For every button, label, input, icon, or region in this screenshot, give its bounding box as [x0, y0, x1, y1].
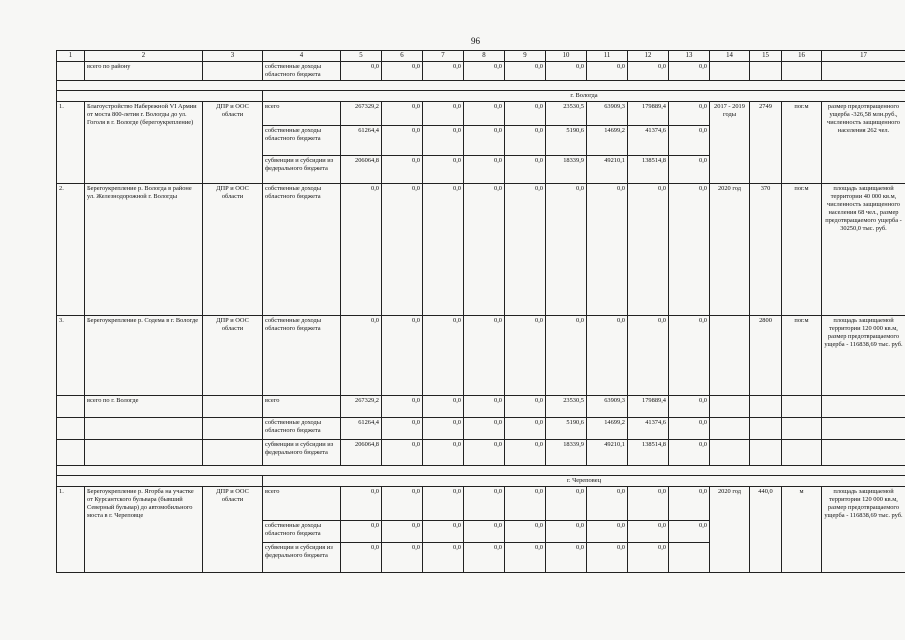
- value-cell: 0,0: [628, 184, 669, 316]
- value-cell: 206064,8: [341, 440, 382, 466]
- value-cell: 0,0: [505, 62, 546, 81]
- column-header: 11: [587, 51, 628, 62]
- value-cell: 0,0: [546, 543, 587, 573]
- value-cell: 0,0: [382, 102, 423, 126]
- value-cell: 0,0: [464, 316, 505, 396]
- empty-cell: [782, 440, 822, 466]
- funding-source: всего: [263, 487, 341, 521]
- value-cell: 267329,2: [341, 396, 382, 418]
- empty-cell: [85, 418, 203, 440]
- period: [710, 316, 750, 396]
- empty-cell: [57, 466, 905, 476]
- effect: площадь защищаемой территории 120 000 кв.м, размер предотвращаемого ущерба - 116838,69 тыс. руб.: [822, 487, 905, 573]
- funding-source: субвенции и субсидии из федерального бюджета: [263, 440, 341, 466]
- header-row: [57, 51, 905, 62]
- project-row: [57, 316, 905, 396]
- value-cell: 0,0: [423, 418, 464, 440]
- value-cell: 0,0: [669, 521, 710, 543]
- project-name: Берегоукрепление р. Вологда в районе ул. Железнодорожной г. Вологды: [85, 184, 203, 316]
- value-cell: 0,0: [423, 316, 464, 396]
- value-cell: 61264,4: [341, 126, 382, 156]
- empty-cell: [822, 396, 905, 418]
- value-cell: 0,0: [464, 62, 505, 81]
- value-cell: 0,0: [423, 396, 464, 418]
- empty-cell: [782, 396, 822, 418]
- value-cell: 14699,2: [587, 126, 628, 156]
- spacer-row: [57, 81, 905, 91]
- capacity: 440,0: [750, 487, 782, 573]
- column-header: 3: [203, 51, 263, 62]
- value-cell: 0,0: [505, 396, 546, 418]
- value-cell: 61264,4: [341, 418, 382, 440]
- column-header: 12: [628, 51, 669, 62]
- value-cell: 0,0: [423, 184, 464, 316]
- column-header: 16: [782, 51, 822, 62]
- value-cell: [669, 543, 710, 573]
- value-cell: 0,0: [464, 156, 505, 184]
- funding-source: собственные доходы областного бюджета: [263, 418, 341, 440]
- value-cell: 0,0: [382, 62, 423, 81]
- empty-cell: [57, 418, 85, 440]
- empty-cell: [57, 81, 905, 91]
- value-cell: 0,0: [382, 396, 423, 418]
- value-cell: 0,0: [382, 440, 423, 466]
- value-cell: 0,0: [423, 126, 464, 156]
- value-cell: 0,0: [464, 440, 505, 466]
- value-cell: 0,0: [628, 543, 669, 573]
- funding-source: собственные доходы областного бюджета: [263, 184, 341, 316]
- empty-cell: [710, 418, 750, 440]
- value-cell: 0,0: [669, 102, 710, 126]
- value-cell: 0,0: [505, 156, 546, 184]
- value-cell: 0,0: [505, 543, 546, 573]
- executor: ДПР и ООС области: [203, 102, 263, 184]
- city-name: г. Вологда: [263, 91, 905, 102]
- value-cell: 0,0: [669, 487, 710, 521]
- value-cell: 267329,2: [341, 102, 382, 126]
- empty-cell: [710, 396, 750, 418]
- value-cell: 0,0: [505, 126, 546, 156]
- value-cell: 0,0: [464, 521, 505, 543]
- empty-cell: [85, 440, 203, 466]
- empty-cell: [750, 62, 782, 81]
- empty-cell: [782, 418, 822, 440]
- value-cell: 206064,8: [341, 156, 382, 184]
- value-cell: 0,0: [546, 184, 587, 316]
- value-cell: 0,0: [423, 156, 464, 184]
- capacity: 2749: [750, 102, 782, 184]
- column-header: 1: [57, 51, 85, 62]
- column-header: 17: [822, 51, 905, 62]
- city-name: г. Череповец: [263, 476, 905, 487]
- value-cell: 0,0: [587, 316, 628, 396]
- column-header: 7: [423, 51, 464, 62]
- unit: пог.м: [782, 184, 822, 316]
- effect: размер предотвращенного ущерба -326,58 млн.руб., численность защищенного населения 262 чел.: [822, 102, 905, 184]
- value-cell: 49210,1: [587, 156, 628, 184]
- column-header: 14: [710, 51, 750, 62]
- column-header: 13: [669, 51, 710, 62]
- project-number: 1.: [57, 487, 85, 573]
- column-header: 10: [546, 51, 587, 62]
- value-cell: 0,0: [423, 543, 464, 573]
- unit: пог.м: [782, 102, 822, 184]
- value-cell: 5190,6: [546, 418, 587, 440]
- value-cell: 0,0: [341, 521, 382, 543]
- empty-cell: [822, 418, 905, 440]
- column-header: 5: [341, 51, 382, 62]
- unit: м: [782, 487, 822, 573]
- value-cell: 0,0: [341, 543, 382, 573]
- value-cell: 0,0: [628, 521, 669, 543]
- value-cell: 0,0: [382, 418, 423, 440]
- empty-cell: [57, 440, 85, 466]
- value-cell: 0,0: [669, 126, 710, 156]
- value-cell: 63909,3: [587, 102, 628, 126]
- value-cell: 0,0: [669, 440, 710, 466]
- funding-source: собственные доходы областного бюджета: [263, 126, 341, 156]
- value-cell: 0,0: [464, 418, 505, 440]
- value-cell: 18339,9: [546, 156, 587, 184]
- city-total-row: [57, 418, 905, 440]
- value-cell: 0,0: [505, 316, 546, 396]
- value-cell: 0,0: [669, 156, 710, 184]
- empty-cell: [203, 62, 263, 81]
- empty-cell: [203, 396, 263, 418]
- period: 2020 год: [710, 487, 750, 573]
- value-cell: 5190,6: [546, 126, 587, 156]
- column-header: 4: [263, 51, 341, 62]
- value-cell: 0,0: [669, 396, 710, 418]
- value-cell: 0,0: [382, 521, 423, 543]
- value-cell: 0,0: [669, 418, 710, 440]
- unit: пог.м: [782, 316, 822, 396]
- empty-cell: [203, 440, 263, 466]
- value-cell: 0,0: [546, 521, 587, 543]
- value-cell: 0,0: [505, 440, 546, 466]
- funding-source: субвенции и субсидии из федерального бюджета: [263, 156, 341, 184]
- empty-cell: [750, 396, 782, 418]
- value-cell: 0,0: [669, 184, 710, 316]
- value-cell: 0,0: [628, 316, 669, 396]
- city-total-row: [57, 396, 905, 418]
- value-cell: 0,0: [587, 521, 628, 543]
- value-cell: 0,0: [341, 62, 382, 81]
- table-body: [57, 51, 905, 573]
- funding-source: всего: [263, 102, 341, 126]
- value-cell: 0,0: [669, 316, 710, 396]
- column-header: 8: [464, 51, 505, 62]
- value-cell: 0,0: [464, 126, 505, 156]
- funding-source: собственные доходы областного бюджета: [263, 62, 341, 81]
- value-cell: 0,0: [382, 184, 423, 316]
- value-cell: 0,0: [546, 62, 587, 81]
- value-cell: 179889,4: [628, 396, 669, 418]
- value-cell: 0,0: [382, 316, 423, 396]
- value-cell: 0,0: [423, 102, 464, 126]
- empty-cell: [750, 440, 782, 466]
- effect: площадь защищаемой территории 120 000 кв.м, размер предотвращаемого ущерба - 116838,69 тыс. руб.: [822, 316, 905, 396]
- funding-source: собственные доходы областного бюджета: [263, 316, 341, 396]
- row-label: всего по г. Вологде: [85, 396, 203, 418]
- value-cell: 0,0: [423, 62, 464, 81]
- value-cell: 0,0: [628, 62, 669, 81]
- value-cell: 0,0: [382, 126, 423, 156]
- column-header: 15: [750, 51, 782, 62]
- value-cell: 41374,6: [628, 418, 669, 440]
- executor: ДПР и ООС области: [203, 487, 263, 573]
- value-cell: 0,0: [464, 184, 505, 316]
- value-cell: 0,0: [505, 184, 546, 316]
- value-cell: 0,0: [464, 543, 505, 573]
- investment-table: [56, 50, 905, 573]
- value-cell: 0,0: [423, 487, 464, 521]
- value-cell: 0,0: [505, 418, 546, 440]
- funding-source: субвенции и субсидия из федерального бюджета: [263, 543, 341, 573]
- value-cell: 0,0: [587, 62, 628, 81]
- value-cell: 0,0: [382, 543, 423, 573]
- column-header: 6: [382, 51, 423, 62]
- funding-source: собственные доходы областного бюджета: [263, 521, 341, 543]
- value-cell: 0,0: [669, 62, 710, 81]
- project-row: [57, 102, 905, 126]
- value-cell: 23530,5: [546, 102, 587, 126]
- capacity: 2800: [750, 316, 782, 396]
- column-header: 9: [505, 51, 546, 62]
- value-cell: 0,0: [546, 487, 587, 521]
- column-header: 2: [85, 51, 203, 62]
- capacity: 370: [750, 184, 782, 316]
- empty-cell: [822, 440, 905, 466]
- value-cell: 14699,2: [587, 418, 628, 440]
- value-cell: 179889,4: [628, 102, 669, 126]
- page-number: 96: [471, 36, 480, 46]
- project-number: 2.: [57, 184, 85, 316]
- value-cell: 0,0: [587, 487, 628, 521]
- spacer-row: [57, 466, 905, 476]
- value-cell: 138514,8: [628, 440, 669, 466]
- funding-source: всего: [263, 396, 341, 418]
- empty-cell: [57, 91, 263, 102]
- value-cell: 0,0: [464, 396, 505, 418]
- city-row: [57, 476, 905, 487]
- value-cell: 49210,1: [587, 440, 628, 466]
- city-total-row: [57, 440, 905, 466]
- value-cell: 0,0: [423, 521, 464, 543]
- district-total-row: [57, 62, 905, 81]
- executor: ДПР и ООС области: [203, 316, 263, 396]
- empty-cell: [822, 62, 905, 81]
- project-name: Берегоукрепление р. Содема в г. Вологде: [85, 316, 203, 396]
- city-row: [57, 91, 905, 102]
- value-cell: 0,0: [382, 487, 423, 521]
- project-name: Благоустройство Набережной VI Армии от моста 800-летия г. Вологды до ул. Гоголя в г. Вологде (берегоукрепление): [85, 102, 203, 184]
- empty-cell: [57, 476, 263, 487]
- effect: площадь защищаемой территории 40 000 кв.м, численность защищенного населения 68 чел., размер предотвращаемого ущерба - 30250,0 тыс. руб.: [822, 184, 905, 316]
- executor: ДПР и ООС области: [203, 184, 263, 316]
- empty-cell: [203, 418, 263, 440]
- value-cell: 0,0: [341, 316, 382, 396]
- value-cell: 41374,6: [628, 126, 669, 156]
- value-cell: 0,0: [505, 521, 546, 543]
- empty-cell: [750, 418, 782, 440]
- value-cell: 0,0: [464, 102, 505, 126]
- value-cell: 0,0: [505, 487, 546, 521]
- project-number: 1.: [57, 102, 85, 184]
- value-cell: 0,0: [341, 487, 382, 521]
- value-cell: 0,0: [587, 184, 628, 316]
- value-cell: 18339,9: [546, 440, 587, 466]
- project-number: 3.: [57, 316, 85, 396]
- empty-cell: [710, 440, 750, 466]
- value-cell: 63909,3: [587, 396, 628, 418]
- value-cell: 0,0: [423, 440, 464, 466]
- value-cell: 0,0: [464, 487, 505, 521]
- row-label: всего по району: [85, 62, 203, 81]
- period: 2017 - 2019 годы: [710, 102, 750, 184]
- value-cell: 0,0: [546, 316, 587, 396]
- value-cell: 0,0: [587, 543, 628, 573]
- empty-cell: [782, 62, 822, 81]
- value-cell: 0,0: [505, 102, 546, 126]
- project-row: [57, 487, 905, 521]
- period: 2020 год: [710, 184, 750, 316]
- empty-cell: [710, 62, 750, 81]
- value-cell: 0,0: [341, 184, 382, 316]
- project-row: [57, 184, 905, 316]
- value-cell: 0,0: [628, 487, 669, 521]
- empty-cell: [57, 62, 85, 81]
- value-cell: 138514,8: [628, 156, 669, 184]
- project-name: Берегоукрепление р. Ягорба на участке от Курсантского бульвара (бывший Северный бульвар) до автомобильного моста в г. Череповце: [85, 487, 203, 573]
- empty-cell: [57, 396, 85, 418]
- value-cell: 23530,5: [546, 396, 587, 418]
- value-cell: 0,0: [382, 156, 423, 184]
